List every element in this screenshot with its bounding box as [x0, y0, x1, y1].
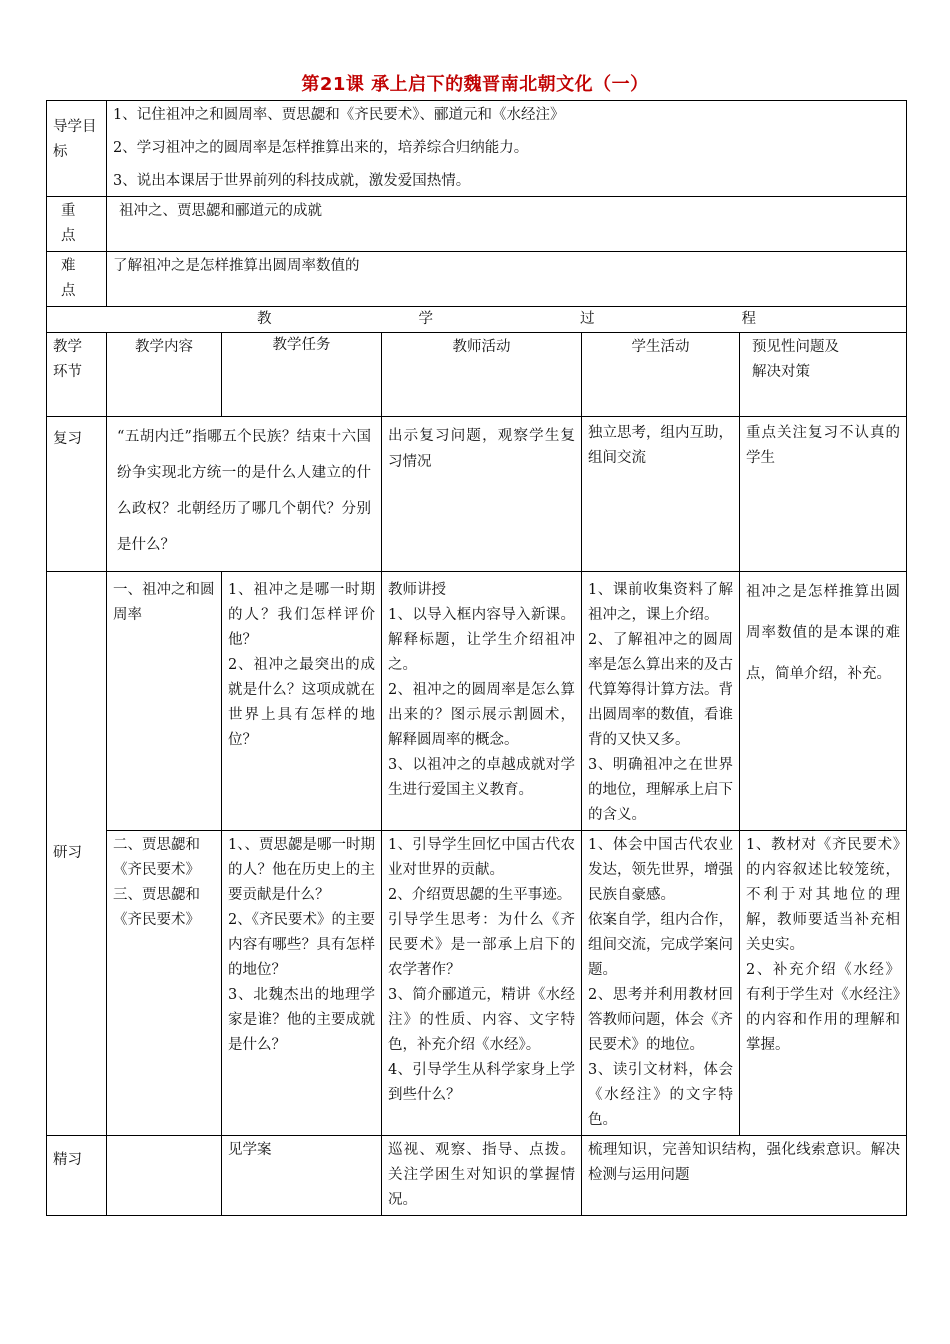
practice-stage: 精习: [47, 1136, 107, 1216]
study1-teacher: 教师讲授 1、以导入框内容导入新课。解释标题，让学生介绍祖冲之。 2、祖冲之的圆周率是怎么算出来的？图示展示割圆术，解释圆周率的概念。 3、以祖冲之的卓越成就对学生进行爱国主义教育。: [382, 572, 582, 831]
lesson-title: 第21课 承上启下的魏晋南北朝文化（一）: [301, 74, 649, 95]
goal-item: 1、记住祖冲之和圆周率、贾思勰和《齐民要术》、郦道元和《水经注》: [113, 107, 565, 123]
review-row: [47, 417, 907, 572]
process-header-row: [47, 307, 907, 333]
practice-student-issues: 梳理知识，完善知识结构，强化线索意识。解决检测与运用问题: [582, 1136, 907, 1216]
practice-content: [107, 1136, 222, 1216]
review-stage: 复习: [47, 417, 107, 572]
goal-item: 3、说出本课居于世界前列的科技成就，激发爱国热情。: [113, 173, 471, 189]
review-issues: 重点关注复习不认真的学生: [740, 417, 907, 572]
study-row-1: [47, 572, 907, 831]
difficulty-text: 了解祖冲之是怎样推算出圆周率数值的: [107, 252, 907, 307]
study1-task: 1、祖冲之是哪一时期的人？我们怎样评价他？ 2、祖冲之最突出的成就是什么？这项成就在世界上具有怎样的地位？: [222, 572, 382, 831]
study2-content: 二、贾思勰和《齐民要术》 三、贾思勰和《齐民要术》: [107, 831, 222, 1136]
column-header-row: [47, 333, 907, 417]
key-point-row: [47, 197, 907, 252]
lesson-plan-table: [46, 100, 907, 1216]
difficulty-label: 难 点: [47, 252, 107, 307]
difficulty-row: [47, 252, 907, 307]
study2-task: 1、、贾思勰是哪一时期的人？他在历史上的主要贡献是什么？ 2、《齐民要术》的主要内容有哪些？具有怎样的地位？ 3、北魏杰出的地理学家是谁？他的主要成就是什么？: [222, 831, 382, 1136]
review-student: 独立思考，组内互助，组间交流: [582, 417, 740, 572]
col-student: 学生活动: [582, 333, 740, 417]
study2-student: 1、体会中国古代农业发达，领先世界，增强民族自豪感。 依案自学，组内合作，组间交流，完成学案问题。 2、思考并利用教材回答教师问题，体会《齐民要术》的地位。 3、读引文材料，体会《水经注》的文字特色。: [582, 831, 740, 1136]
goal-item: 2、学习祖冲之的圆周率是怎样推算出来的，培养综合归纳能力。: [113, 140, 529, 156]
col-task: 教学任务: [222, 333, 382, 417]
process-header: 教 学 过 程: [47, 307, 907, 333]
key-point-label: 重 点: [47, 197, 107, 252]
col-issues: 预见性问题及 解决对策: [740, 333, 907, 417]
study-stage: 研习: [47, 572, 107, 1136]
review-teacher: 出示复习问题，观察学生复习情况: [382, 417, 582, 572]
study2-issues: 1、教材对《齐民要术》的内容叙述比较笼统，不利于对其地位的理解，教师要适当补充相关史实。 2、补充介绍《水经》有利于学生对《水经注》的内容和作用的理解和掌握。: [740, 831, 907, 1136]
review-question: “五胡内迁”指哪五个民族？结束十六国纷争实现北方统一的是什么人建立的什么政权？北朝经历了哪几个朝代？分别是什么？: [107, 417, 382, 572]
goals-row: [47, 101, 907, 197]
goals-label: 导学目标: [47, 101, 107, 197]
study1-content: 一、祖冲之和圆周率: [107, 572, 222, 831]
study2-teacher: 1、引导学生回忆中国古代农业对世界的贡献。 2、介绍贾思勰的生平事迹。 引导学生思考：为什么《齐民要术》是一部承上启下的农学著作？ 3、简介郦道元，精讲《水经注》的性质、内容、文字特色，补充介绍《水经》。 4、引导学生从科学家身上学到些什么？: [382, 831, 582, 1136]
practice-task: 见学案: [222, 1136, 382, 1216]
goals-cell: [107, 101, 907, 197]
col-stage: 教学 环节: [47, 333, 107, 417]
study1-issues: 祖冲之是怎样推算出圆周率数值的是本课的难点，简单介绍，补充。: [740, 572, 907, 831]
practice-row: [47, 1136, 907, 1216]
practice-teacher: 巡视、观察、指导、点拨。关注学困生对知识的掌握情况。: [382, 1136, 582, 1216]
study1-student: 1、课前收集资料了解祖冲之，课上介绍。 2、了解祖冲之的圆周率是怎么算出来的及古代算筹得计算方法。背出圆周率的数值，看谁背的又快又多。 3、明确祖冲之在世界的地位，理解承上启下的含义。: [582, 572, 740, 831]
col-content: 教学内容: [107, 333, 222, 417]
key-point-text: 祖冲之、贾思勰和郦道元的成就: [107, 197, 907, 252]
col-teacher: 教师活动: [382, 333, 582, 417]
study-row-2: [47, 831, 907, 1136]
